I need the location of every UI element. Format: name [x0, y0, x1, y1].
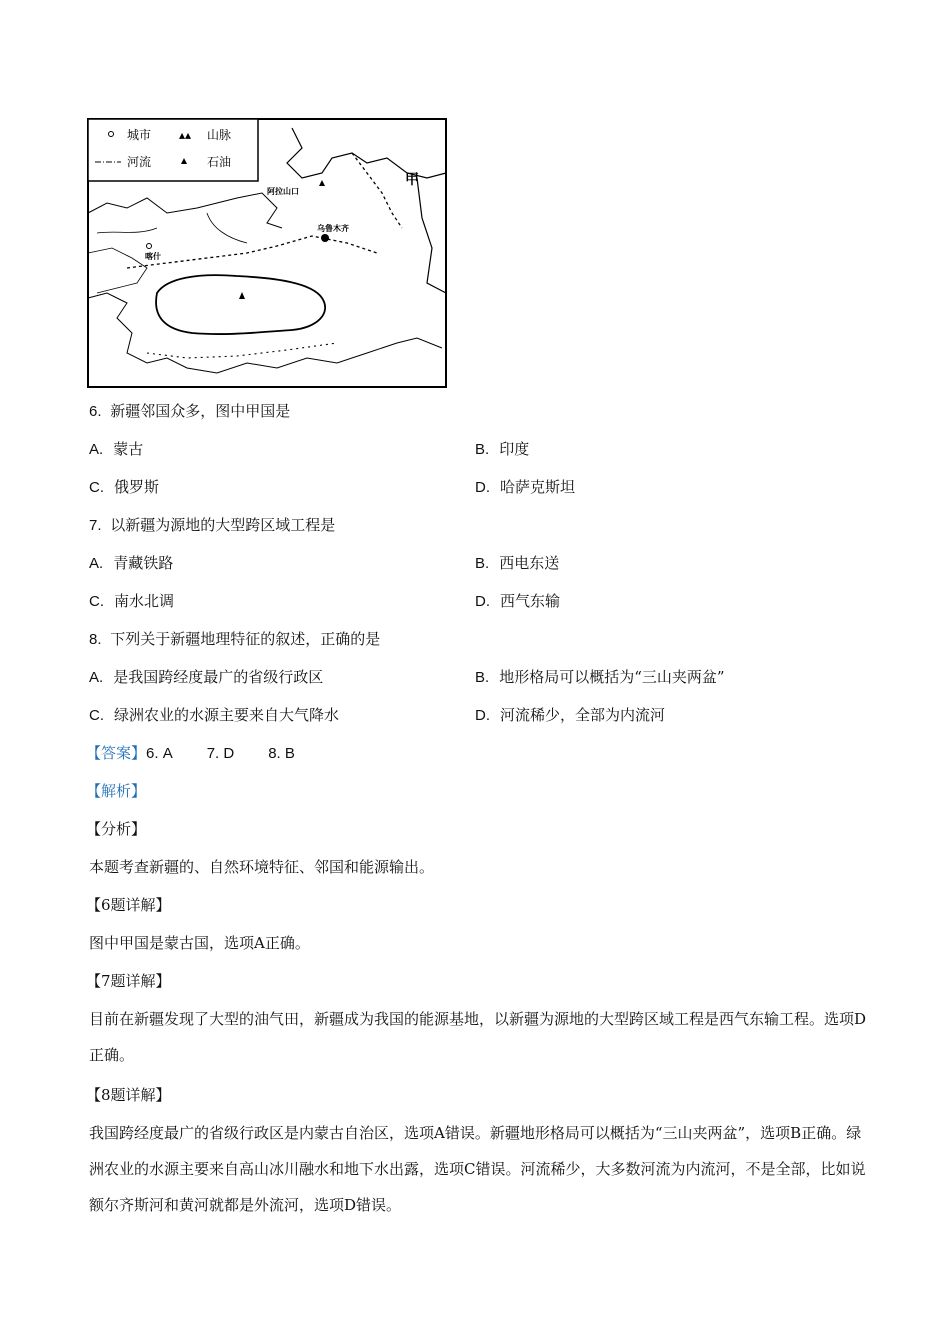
question-7-number: 7. [89, 517, 102, 534]
q7-option-a[interactable]: A. 青藏铁路 [89, 554, 174, 572]
q7-option-d[interactable]: D. 西气东输 [475, 592, 561, 610]
fenxi-label: 【分析】 [86, 820, 147, 838]
question-8-text: 下列关于新疆地理特征的叙述，正确的是 [110, 630, 381, 648]
q8-option-b[interactable]: B. 地形格局可以概括为“三山夹两盆” [475, 668, 725, 686]
answer-7: 7. D [206, 745, 235, 762]
answer-6: 6. A [146, 745, 173, 762]
q6-option-b[interactable]: B. 印度 [475, 440, 530, 458]
question-8-stem [89, 629, 380, 650]
q7-option-c[interactable]: C. 南水北调 [89, 592, 175, 610]
answer-label: 【答案】 [86, 744, 147, 762]
q7-option-b[interactable]: B. 西电东送 [475, 554, 560, 572]
question-7-stem [89, 515, 335, 536]
label-altai: 阿拉山口 [267, 187, 299, 196]
urumqi-marker [321, 234, 329, 242]
label-kashgar: 喀什 [145, 252, 161, 261]
q6-option-d[interactable]: D. 哈萨克斯坦 [475, 478, 576, 496]
q8-detail-label: 【8题详解】 [86, 1086, 171, 1104]
label-urumqi: 乌鲁木齐 [317, 224, 349, 233]
label-jia: 甲 [405, 172, 419, 188]
question-6-number: 6. [89, 403, 102, 420]
question-8-number: 8. [89, 631, 102, 648]
fenxi-text: 本题考查新疆的、自然环境特征、邻国和能源输出。 [89, 858, 435, 876]
map-svg [87, 118, 447, 388]
q6-detail-text: 图中甲国是蒙古国，选项A正确。 [89, 934, 310, 952]
legend-oil: 石油 [207, 155, 232, 169]
q8-option-a[interactable]: A. 是我国跨经度最广的省级行政区 [89, 668, 324, 686]
q7-detail-text: 目前在新疆发现了大型的油气田，新疆成为我国的能源基地，以新疆为源地的大型跨区域工程是西气东输工程。选项D正确。 [89, 1010, 867, 1064]
legend-mountain: 山脉 [207, 128, 232, 142]
question-7-text: 以新疆为源地的大型跨区域工程是 [110, 516, 336, 534]
q8-detail-text: 我国跨经度最广的省级行政区是内蒙古自治区，选项A错误。新疆地形格局可以概括为“三山夹两盆”，选项B正确。绿洲农业的水源主要来自高山冰川融水和地下水出露，选项C错误。河流稀少，大多数河流为内流河，不是全部，比如说额尔齐斯河和黄河就都是外流河，选项D错误。 [89, 1124, 866, 1214]
legend-river: 河流 [127, 155, 152, 169]
answer-8: 8. B [268, 745, 295, 762]
q6-detail-label: 【6题详解】 [86, 896, 171, 914]
legend-city: 城市 [127, 128, 152, 142]
q7-detail-label: 【7题详解】 [86, 972, 171, 990]
analysis-label: 【解析】 [86, 782, 147, 800]
answer-line [86, 743, 295, 764]
q6-option-c[interactable]: C. 俄罗斯 [89, 478, 160, 496]
q8-option-c[interactable]: C. 绿洲农业的水源主要来自大气降水 [89, 706, 340, 724]
q6-option-a[interactable]: A. 蒙古 [89, 440, 144, 458]
question-6-stem [89, 401, 290, 422]
xinjiang-map [87, 118, 447, 388]
question-6-text: 新疆邻国众多，图中甲国是 [110, 402, 291, 420]
mountain-legend-icon: ▴▴ [179, 128, 192, 142]
q8-option-d[interactable]: D. 河流稀少，全部为内流河 [475, 706, 666, 724]
